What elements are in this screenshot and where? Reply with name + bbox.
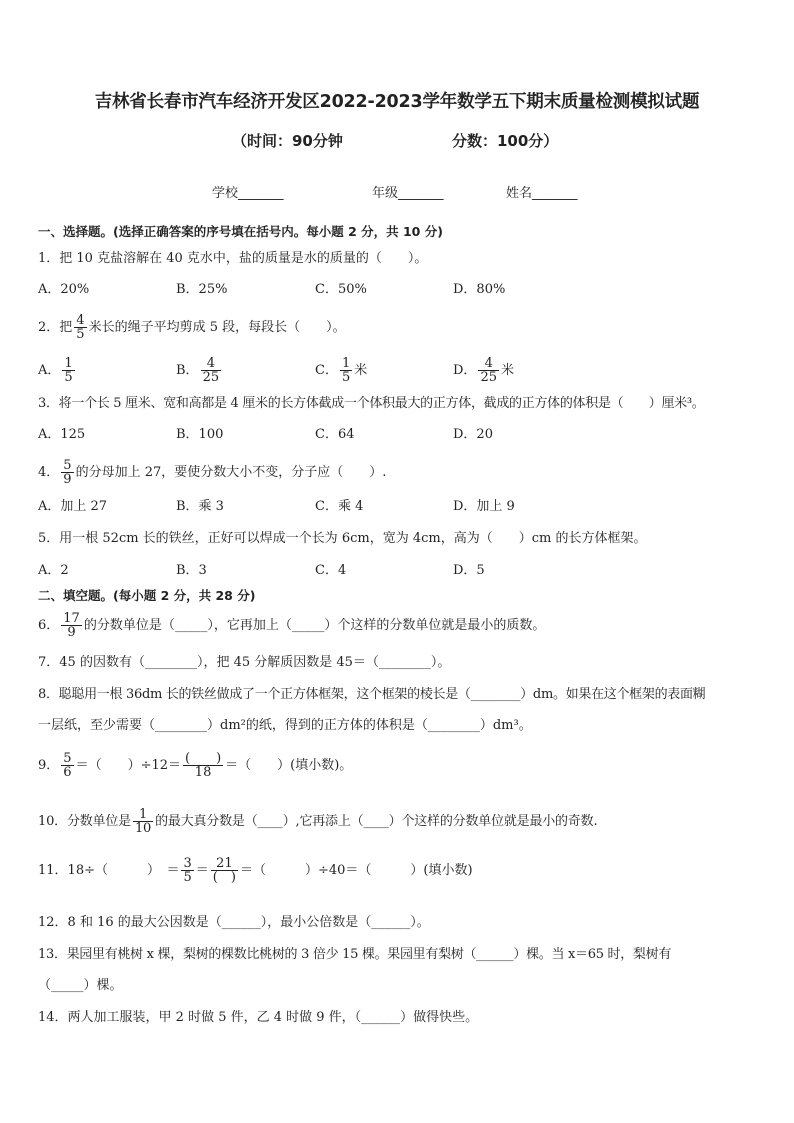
exam-score: 分数：100分） <box>452 132 559 150</box>
q8-line1: 8．聪聪用一根 36dm 长的铁丝做成了一个正方体框架，这个框架的棱长是（________）dm。如果在这个框架的表面糊 <box>38 687 706 702</box>
q5-option-c: C．4 <box>315 563 347 578</box>
q2-post: 米长的绳子平均剪成 5 段，每段长（ ）。 <box>88 320 346 335</box>
q2-fraction: $\frac{4}{5}$ <box>76 313 85 342</box>
q11-text: 11．18÷（ ） ＝ $\frac{3}{5}$ ＝ $\frac{21}{( )}$ ＝（ ）÷40＝（ ）(填小数) <box>38 856 473 885</box>
q11-fraction-2: $\frac{21}{( )}$ <box>212 856 236 885</box>
q1-text: 1．把 10 克盐溶解在 40 克水中，盐的质量是水的质量的（ ）。 <box>38 251 428 266</box>
q5-option-d: D．5 <box>453 563 485 578</box>
name-field: 姓名_______ <box>506 186 578 201</box>
q1-option-d: D．80% <box>453 282 506 297</box>
grade-field: 年级_______ <box>372 186 444 201</box>
q9-fraction-2: $\frac{( )}{18}$ <box>185 751 222 780</box>
q5-option-a: A．2 <box>38 563 69 578</box>
q4-option-d: D．加上 9 <box>453 499 515 514</box>
q3-option-d: D．20 <box>453 427 493 442</box>
q7-text: 7．45 的因数有（________），把 45 分解质因数是 45＝（________）。 <box>38 655 451 670</box>
q2-option-c: C． $\frac{1}{5}$ 米 <box>315 356 368 385</box>
section2-heading: 二、填空题。(每小题 2 分，共 28 分) <box>38 588 256 603</box>
q4-option-a: A．加上 27 <box>38 499 108 514</box>
q8-line2: 一层纸，至少需要（________）dm²的纸，得到的正方体的体积是（________）dm³。 <box>38 718 532 733</box>
exam-title: 吉林省长春市汽车经济开发区2022-2023学年数学五下期末质量检测模拟试题 <box>94 92 700 112</box>
q3-option-c: C．64 <box>315 427 355 442</box>
q5-text: 5．用一根 52cm 长的铁丝，正好可以焊成一个长为 6cm，宽为 4cm，高为（ ）cm 的长方体框架。 <box>38 531 647 546</box>
q9-fraction-1: $\frac{5}{6}$ <box>63 751 72 780</box>
q11-fraction-1: $\frac{3}{5}$ <box>183 856 192 885</box>
q1-option-c: C．50% <box>315 282 367 297</box>
q4-option-b: B．乘 3 <box>176 499 224 514</box>
q13-line1: 13．果园里有桃树 x 棵，梨树的棵数比桃树的 3 倍少 15 棵。果园里有梨树（______）棵。当 x＝65 时，梨树有 <box>38 947 672 962</box>
q10-fraction: $\frac{1}{10}$ <box>134 807 152 836</box>
q12-text: 12．8 和 16 的最大公因数是（______），最小公倍数是（______）。 <box>38 915 430 930</box>
q4-text: 4． $\frac{5}{9}$ 的分母加上 27，要使分数大小不变，分子应（ ）. <box>38 458 387 487</box>
q2-option-a: A． $\frac{1}{5}$ <box>38 356 73 385</box>
q1-option-b: B．25% <box>176 282 228 297</box>
q5-option-b: B．3 <box>176 563 207 578</box>
school-field: 学校_______ <box>212 186 284 201</box>
q14-text: 14．两人加工服装，甲 2 时做 5 件，乙 4 时做 9 件，（______）做得快些。 <box>38 1010 479 1025</box>
q2-option-b: B． $\frac{4}{25}$ <box>176 356 220 385</box>
q9-text: 9． $\frac{5}{6}$ ＝（ ）÷12＝ $\frac{( )}{18}$ ＝（ ）(填小数)。 <box>38 751 353 780</box>
q3-option-a: A．125 <box>38 427 86 442</box>
q2-option-d: D． $\frac{4}{25}$ 米 <box>453 356 514 385</box>
q6-text: 6． $\frac{17}{9}$ 的分数单位是（_____），它再加上（_____）个这样的分数单位就是最小的质数。 <box>38 611 546 640</box>
q10-text: 10．分数单位是 $\frac{1}{10}$ 的最大真分数是（____）,它再添上（____）个这样的分数单位就是最小的奇数. <box>38 807 598 836</box>
q2-text <box>38 314 764 341</box>
q6-fraction: $\frac{17}{9}$ <box>63 611 80 640</box>
q3-text: 3．将一个长 5 厘米、宽和高都是 4 厘米的长方体截成一个体积最大的正方体，截成的正方体的体积是（ ）厘米³。 <box>38 396 705 411</box>
q4-option-c: C．乘 4 <box>315 499 364 514</box>
q2-pre: 2．把 <box>38 320 73 335</box>
q4-fraction: $\frac{5}{9}$ <box>63 458 72 487</box>
q3-option-b: B．100 <box>176 427 224 442</box>
q13-line2: （_____）棵。 <box>38 978 123 993</box>
exam-time: （时间：90分钟 <box>232 132 343 150</box>
section1-heading: 一、选择题。(选择正确答案的序号填在括号内。每小题 2 分，共 10 分) <box>38 224 443 239</box>
q1-option-a: A．20% <box>38 282 90 297</box>
